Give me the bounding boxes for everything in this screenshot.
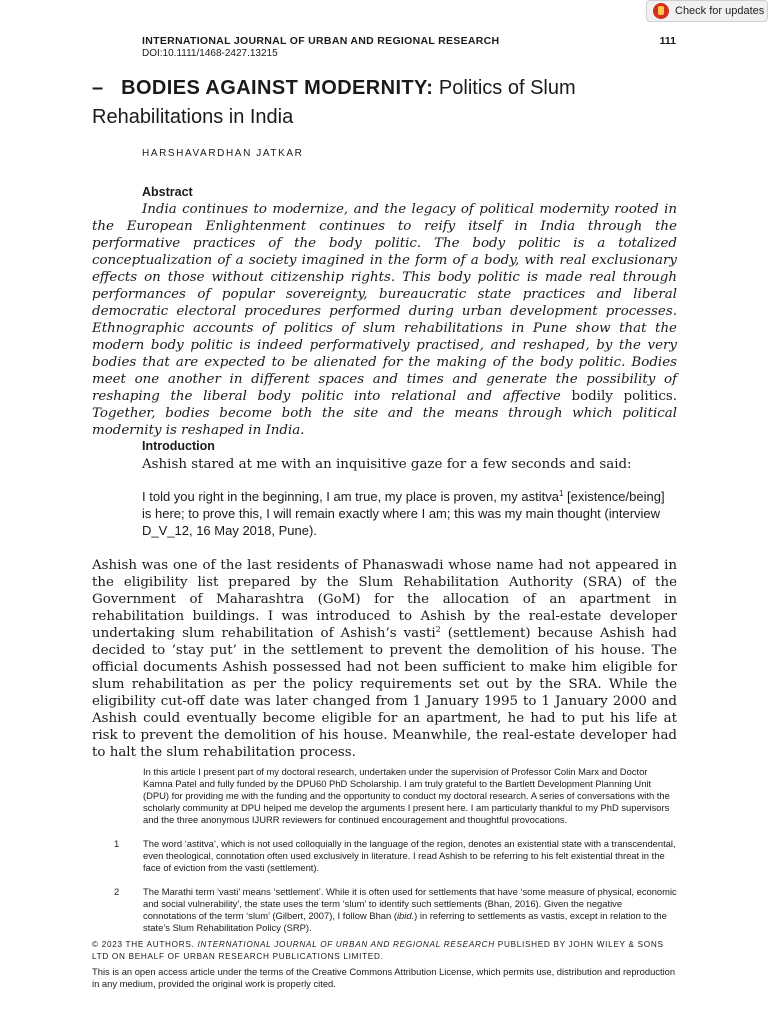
title-rest: Politics of Slum Rehabilitations in India	[92, 77, 576, 128]
author: HARSHAVARDHAN JATKAR	[142, 148, 304, 159]
title-dash: –	[92, 77, 104, 99]
interview-quote	[142, 488, 672, 539]
abstract-part-a: India continues to modernize, and the legacy of political modernity rooted in the European Enlightenment continues to reify itself in India through the performative practices of the body politic. The body politic is a totalized conceptualization of a society imagined in the form of a body, with real exclusionary effects on those without citizenship rights. This body politic is made real through performances of popular sovereignty, bureaucratic state practices and liberal democratic electoral procedures performed during urban development processes. Ethnographic accounts of politics of slum rehabilitations in Pune show that the modern body politic is indeed performatively practised, and reshaped, by the very bodies that are expected to be alienated for the making of the body politic. Bodies meet one another in different spaces and times and generate the possibility of reshaping the liberal body politic into relational and affective	[92, 202, 677, 404]
abstract-heading: Abstract	[142, 185, 193, 199]
footnote-2-ibid: ibid.	[396, 910, 415, 921]
footnote-2-part-b: ) in referring to settlements as vastis, except in relation to the state’s Slum Rehabilitation Policy (SRP).	[143, 910, 667, 933]
paragraph-part-b: (settlement) because Ashish had decided to ‘stay put’ in the settlement to prevent the demolition of his house. The official documents Ashish possessed had not been sufficient to make him eligible for slum rehabilitation as per the policy requirements set out by the SRA. While the eligibility cut-off date was later changed from 1 January 1995 to 1 January 2000 and Ashish could eventually become eligible for an apartment, he had to put his life at risk to prevent the demolition of his house. Meanwhile, the real-estate developer had to halt the slum rehabilitation process.	[92, 626, 677, 760]
footnote-number: 1	[114, 838, 120, 849]
introduction-lead: Ashish stared at me with an inquisitive gaze for a few seconds and said:	[142, 457, 632, 472]
footnote-number: 2	[114, 886, 120, 897]
copyright	[92, 939, 682, 963]
license-statement: This is an open access article under the terms of the Creative Commons Attribution License, which permits use, distribution and reproduction in any medium, provided the original work is properly cited.	[92, 966, 676, 989]
journal-name: INTERNATIONAL JOURNAL OF URBAN AND REGIONAL RESEARCH	[142, 35, 500, 47]
article-title	[92, 74, 692, 132]
paragraph-part-a: Ashish was one of the last residents of Phanaswadi whose name had not appeared in the eligibility list prepared by the Slum Rehabilitation Authority (SRA) of the Government of Maharashtra (GoM) for the allocation of an apartment in rehabilitation buildings. I was introduced to Ashish by the real-estate developer undertaking slum rehabilitation of Ashish’s vasti	[92, 558, 677, 641]
acknowledgement-note: In this article I present part of my doctoral research, undertaken under the supervision of Professor Colin Marx and Doctor Kamna Patel and fully funded by the DPU60 PhD Scholarship. I am truly grateful to the Bartlett Development Planning Unit (DPU) for providing me with the funding and the opportunity to conduct my doctoral research. A series of conversations with the scholarly community at DPU helped me develop the arguments I present here. I am particularly thankful to my PhD supervisors and the three anonymous IJURR reviewers for continued encouragement and thoughtful provocations.	[143, 766, 670, 825]
body-paragraph	[92, 557, 677, 761]
quote-part-b: [existence/being] is here; to prove this, I will remain exactly where I am; this was my main thought (interview D_V_12, 16 May 2018, Pune).	[142, 489, 665, 538]
title-bold: BODIES AGAINST MODERNITY:	[121, 77, 434, 99]
footnote-text: The word ‘astitva’, which is not used colloquially in the language of the region, denotes an existential state with a transcendental, even theological, connotation often used exclusively in literature. I read Ashish to be referring to his felt existential threat in the face of eviction from the vasti (settlement).	[143, 838, 676, 873]
check-for-updates-button[interactable]	[646, 0, 768, 22]
copyright-part-b: PUBLISHED BY JOHN WILEY & SONS LTD ON BEHALF OF URBAN RESEARCH PUBLICATIONS LIMITED.	[92, 940, 664, 961]
footnote-1	[92, 838, 677, 874]
quote-part-a: I told you right in the beginning, I am true, my place is proven, my astitva	[142, 489, 559, 504]
page-number: 111	[659, 35, 676, 47]
footnote-ref-1[interactable]: 1	[558, 489, 564, 498]
abstract-part-b: bodily politics.	[560, 389, 678, 404]
check-for-updates-label: Check for updates	[675, 5, 765, 17]
abstract-part-c: Together, bodies become both the site and the means through which political modernity is reshaped in India.	[92, 406, 677, 438]
footnote-text	[143, 886, 677, 934]
footnotes	[92, 766, 677, 946]
footnote-ref-2[interactable]: 2	[435, 625, 441, 634]
introduction-heading: Introduction	[142, 439, 215, 453]
abstract-text	[92, 201, 677, 439]
footnote-2	[92, 886, 677, 934]
doi[interactable]: DOI:10.1111/1468-2427.13215	[142, 48, 278, 59]
copyright-part-a: © 2023 THE AUTHORS.	[92, 940, 198, 949]
crossmark-icon	[653, 3, 669, 19]
copyright-journal: INTERNATIONAL JOURNAL OF URBAN AND REGIONAL RESEARCH	[197, 940, 495, 949]
footnote-2-part-a: The Marathi term ‘vasti’ means ‘settlement’. While it is often used for settlements that have ‘some measure of physical, economic and social vulnerability’, the state uses the term ‘slum’ to identify such settlements (Bhan, 2016). Given the negative connotations of the term ‘slum’ (Gilbert, 2007), I follow Bhan (	[143, 886, 677, 921]
